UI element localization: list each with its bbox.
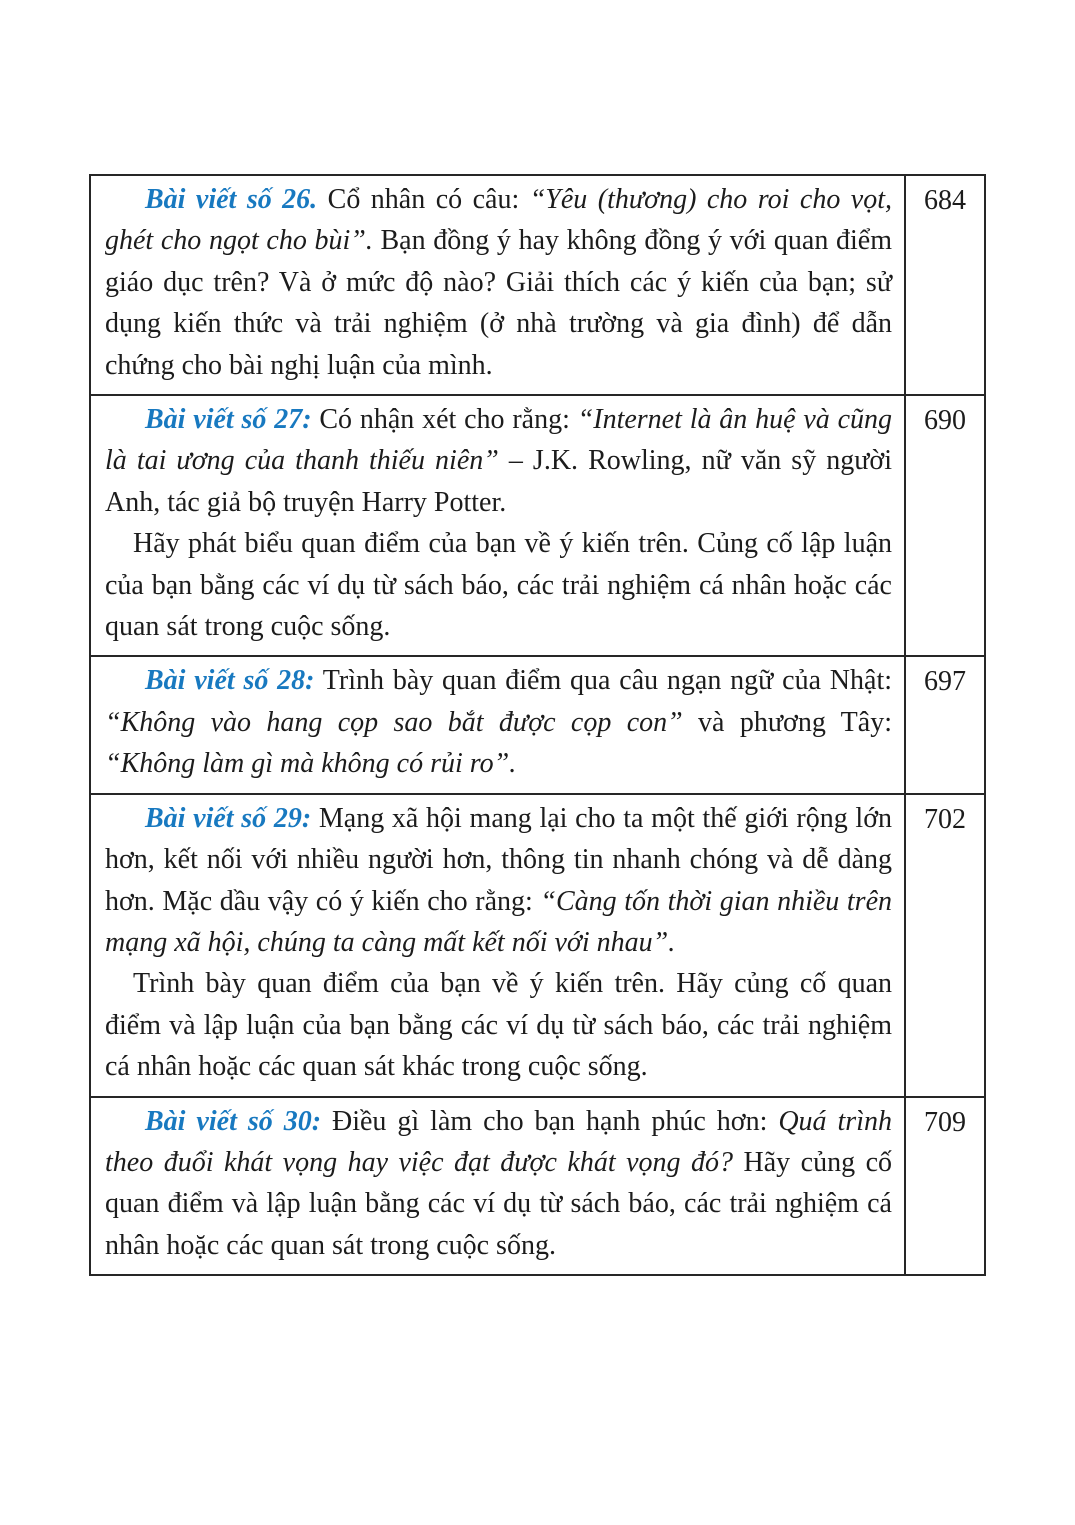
- entry-description-cell: [90, 175, 905, 395]
- entry-description-cell: [90, 1097, 905, 1276]
- entry-paragraph: [105, 179, 892, 386]
- page-number: 709: [924, 1106, 966, 1138]
- entry-text: Hãy phát biểu quan điểm của bạn về ý kiến trên. Củng cố lập luận của bạn bằng các ví dụ từ sách báo, các trải nghiệm cá nhân hoặc các quan sát trong cuộc sống.: [105, 528, 892, 643]
- entry-text: – J.K. Rowling, nữ văn sỹ người Anh, tác giả bộ truyện Harry Potter.: [105, 445, 892, 518]
- entry-text: Mạng xã hội mang lại cho ta một thế giới rộng lớn hơn, kết nối với nhiều người hơn, thông tin nhanh chóng và dễ dàng hơn. Mặc dầu vậy có ý kiến cho rằng:: [105, 802, 893, 917]
- entry-text: Quá trình theo đuổi khát vọng hay việc đạt được khát vọng đó?: [105, 1105, 892, 1178]
- entry-paragraph: [105, 963, 892, 1087]
- entry-text: Có nhận xét cho rằng:: [311, 404, 578, 436]
- entry-text: “Yêu (thương) cho roi cho vọt, ghét cho ngọt cho bùi”.: [105, 184, 892, 257]
- entry-text: “Không làm gì mà không có rủi ro”.: [105, 748, 517, 780]
- table-row: [90, 1097, 985, 1276]
- page-number: 684: [924, 185, 966, 216]
- entry-text: Cổ nhân có câu:: [317, 184, 530, 215]
- entry-paragraph: [105, 523, 892, 647]
- entry-paragraph: [105, 1101, 892, 1267]
- entry-description-cell: [90, 656, 905, 793]
- entry-text: Trình bày quan điểm của bạn về ý kiến trên. Hãy củng cố quan điểm và lập luận của bạn bằng các ví dụ từ sách báo, các trải nghiệm cá nhân hoặc các quan sát khác trong cuộc sống.: [105, 968, 892, 1083]
- toc-table-body: [90, 175, 985, 1275]
- page-number-cell: [905, 395, 985, 656]
- table-row: [90, 175, 985, 395]
- entry-number-label: Bài viết số 29:: [145, 802, 312, 834]
- entry-text: Điều gì làm cho bạn hạnh phúc hơn:: [321, 1105, 779, 1137]
- page-number-cell: [905, 794, 985, 1097]
- entry-text: “Internet là ân huệ và cũng là tai ương của thanh thiếu niên”: [105, 404, 892, 477]
- entry-text: và phương Tây:: [682, 706, 892, 738]
- entry-text: Hãy củng cố quan điểm và lập luận bằng các ví dụ từ sách báo, các trải nghiệm cá nhân hoặc các quan sát trong cuộc sống.: [105, 1146, 892, 1261]
- page-number-cell: [905, 1097, 985, 1276]
- entry-text: “Càng tốn thời gian nhiều trên mạng xã hội, chúng ta càng mất kết nối với nhau”.: [105, 885, 892, 958]
- table-row: [90, 395, 985, 656]
- entry-text: Trình bày quan điểm qua câu ngạn ngữ của Nhật:: [314, 665, 893, 697]
- entry-description-cell: [90, 395, 905, 656]
- page-number: 702: [924, 803, 966, 835]
- toc-table: [89, 174, 986, 1276]
- table-row: [90, 794, 985, 1097]
- entry-number-label: Bài viết số 26.: [145, 184, 318, 215]
- entry-description-cell: [90, 794, 905, 1097]
- entry-text: Bạn đồng ý hay không đồng ý với quan điểm giáo dục trên? Và ở mức độ nào? Giải thích các ý kiến của bạn; sử dụng kiến thức và trải nghiệm (ở nhà trường và gia đình) để dẫn chứng cho bài nghị luận của mình.: [105, 225, 892, 381]
- entry-number-label: Bài viết số 30:: [145, 1105, 322, 1137]
- entry-number-label: Bài viết số 28:: [145, 665, 315, 697]
- entry-paragraph: [105, 798, 892, 964]
- entry-paragraph: [105, 399, 892, 523]
- entry-paragraph: [105, 660, 892, 784]
- entry-number-label: Bài viết số 27:: [145, 404, 312, 436]
- page-number-cell: [905, 656, 985, 793]
- page-number: 690: [924, 405, 966, 437]
- table-row: [90, 656, 985, 793]
- entry-text: “Không vào hang cọp sao bắt được cọp con”: [105, 706, 683, 738]
- page-number: 697: [924, 666, 966, 698]
- page-number-cell: [905, 175, 985, 395]
